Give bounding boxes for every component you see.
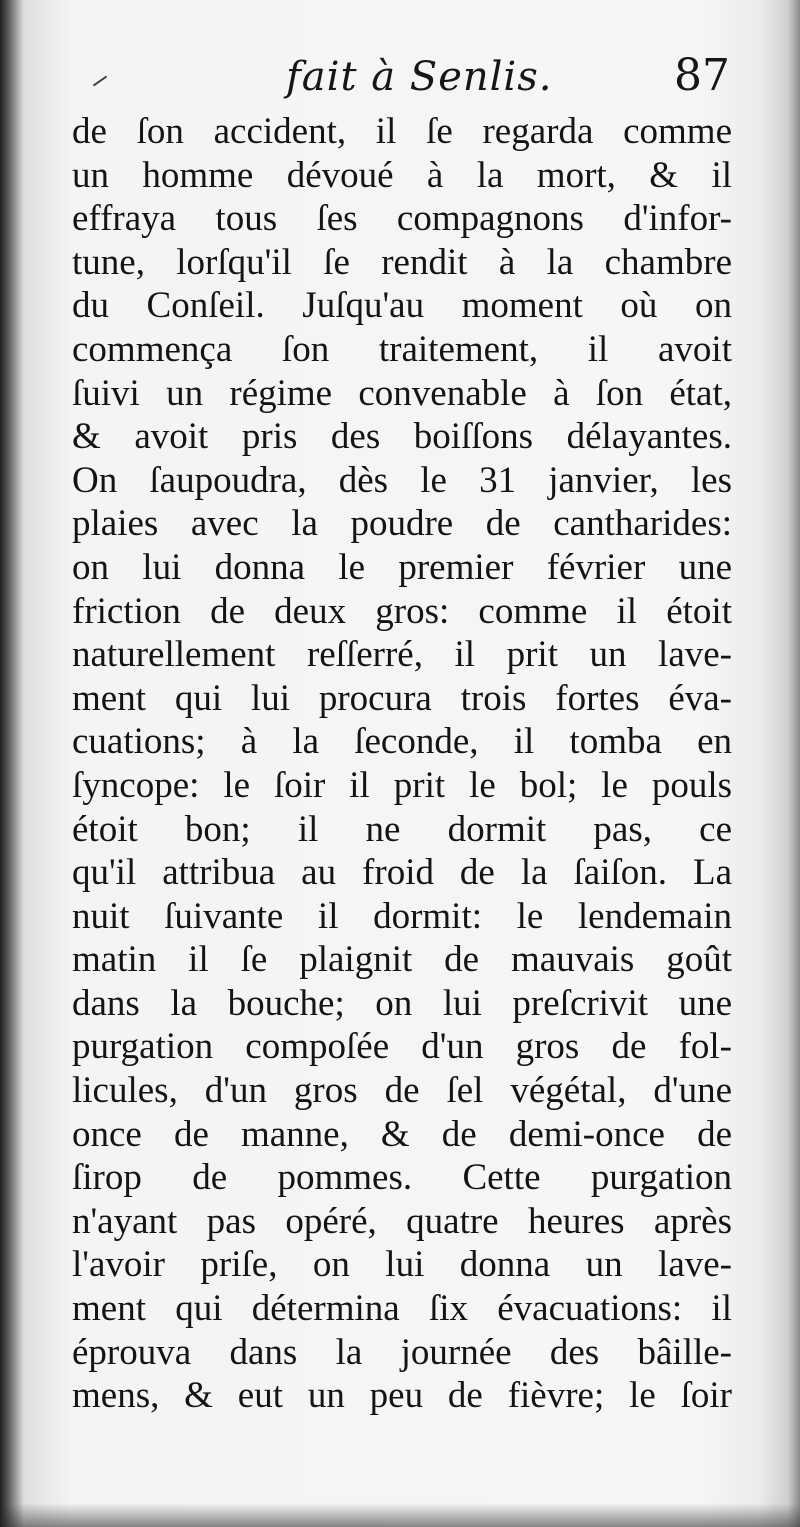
text-line: matin il ſe plaignit de mauvais goût bbox=[72, 939, 732, 981]
text-line: purgation compoſée d'un gros de fol- bbox=[72, 1026, 732, 1068]
text-line: once de manne, & de demi-once de bbox=[72, 1113, 732, 1155]
page-header bbox=[70, 50, 730, 110]
running-title: fait à Senlis. bbox=[286, 54, 553, 100]
page-number: 87 bbox=[674, 50, 730, 101]
text-line: l'avoir priſe, on lui donna un lave- bbox=[72, 1244, 732, 1286]
text-line: étoit bon; il ne dormit pas, ce bbox=[72, 808, 732, 850]
text-line: licules, d'un gros de ſel végétal, d'une bbox=[72, 1070, 732, 1112]
text-line: cuations; à la ſeconde, il tomba en bbox=[72, 721, 732, 763]
page-edge-shadow bbox=[0, 1503, 800, 1527]
text-line: nuit ſuivante il dormit: le lendemain bbox=[72, 895, 732, 937]
text-line: ſyncope: le ſoir il prit le bol; le pouls bbox=[72, 764, 732, 806]
text-line: éprouva dans la journée des bâille- bbox=[72, 1331, 732, 1373]
text-line: de ſon accident, il ſe regarda comme bbox=[72, 111, 732, 152]
body-text bbox=[72, 110, 732, 1418]
text-line: & avoit pris des boiſſons délayantes. bbox=[72, 416, 732, 458]
text-line: On ſaupoudra, dès le 31 janvier, les bbox=[72, 459, 732, 501]
text-line: ſirop de pommes. Cette purgation bbox=[72, 1157, 732, 1199]
text-line: on lui donna le premier février une bbox=[72, 546, 732, 588]
printer-mark bbox=[93, 76, 107, 87]
text-line: naturellement reſſerré, il prit un lave- bbox=[72, 634, 732, 676]
text-line: plaies avec la poudre de cantharides: bbox=[72, 503, 732, 545]
text-line: ment qui lui procura trois fortes éva- bbox=[72, 677, 732, 719]
text-line: n'ayant pas opéré, quatre heures après bbox=[72, 1200, 732, 1242]
text-line: du Conſeil. Juſqu'au moment où on bbox=[72, 285, 732, 327]
text-line: friction de deux gros: comme il étoit bbox=[72, 590, 732, 632]
text-line: commença ſon traitement, il avoit bbox=[72, 328, 732, 370]
text-line: ſuivi un régime convenable à ſon état, bbox=[72, 372, 732, 414]
text-line: qu'il attribua au froid de la ſaiſon. La bbox=[72, 852, 732, 894]
text-line: tune, lorſqu'il ſe rendit à la chambre bbox=[72, 241, 732, 283]
text-line: ment qui détermina ſix évacuations: il bbox=[72, 1288, 732, 1330]
text-line: effraya tous ſes compagnons d'infor- bbox=[72, 198, 732, 240]
text-line: un homme dévoué à la mort, & il bbox=[72, 154, 732, 196]
text-line: dans la bouche; on lui preſcrivit une bbox=[72, 982, 732, 1024]
text-line: mens, & eut un peu de fièvre; le ſoir bbox=[72, 1375, 732, 1417]
